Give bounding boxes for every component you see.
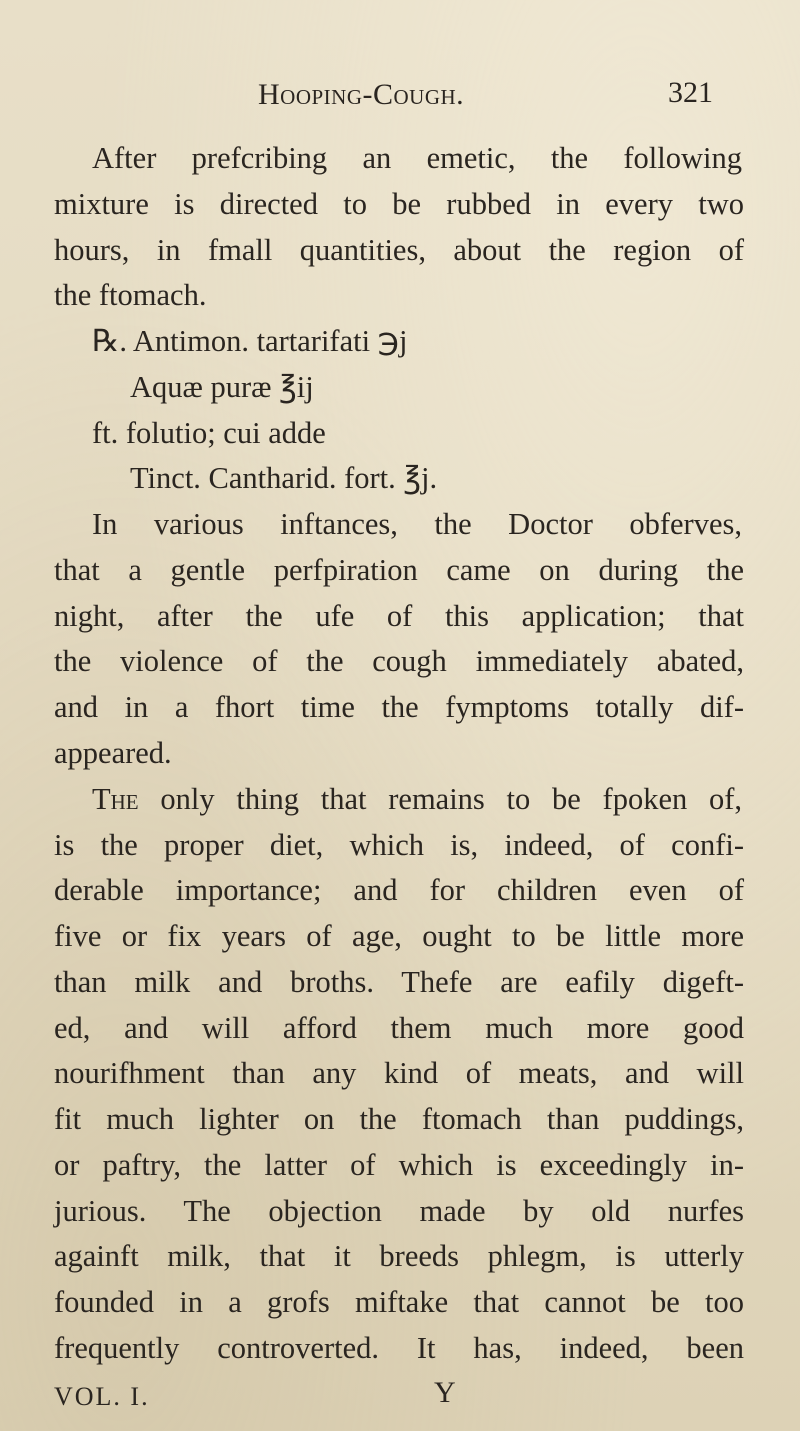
volume-mark: VOL. I. [54, 1382, 150, 1411]
text-line: jurious. The objection made by old nurfes [54, 1194, 744, 1228]
text-line: founded in a grofs miftake that cannot be too [54, 1285, 744, 1319]
text-line: appeared. [54, 736, 172, 770]
text-line: than milk and broths. Thefe are eafily digeft- [54, 965, 744, 999]
running-title: Hooping-Cough. [258, 78, 465, 111]
text-line: night, after the ufe of this application; that [54, 599, 744, 633]
prescription-line: ℞. Antimon. tartarifati ℈j [92, 324, 408, 358]
lead-word: The [92, 782, 139, 816]
text-line-rest: only thing that remains to be fpoken of, [160, 782, 742, 816]
text-line: or paftry, the latter of which is exceedingly in- [54, 1148, 744, 1182]
text-line: After prefcribing an emetic, the following [92, 141, 742, 175]
prescription-line: Aquæ puræ ℥ij [130, 370, 314, 404]
text-line: nourifhment than any kind of meats, and will [54, 1056, 744, 1090]
text-line: five or fix years of age, ought to be little more [54, 919, 744, 953]
text-line: againft milk, that it breeds phlegm, is utterly [54, 1239, 744, 1273]
text-line: that a gentle perfpiration came on during the [54, 553, 744, 587]
text-line: mixture is directed to be rubbed in every two [54, 187, 744, 221]
text-line: derable importance; and for children even of [54, 873, 744, 907]
text-line: ed, and will afford them much more good [54, 1011, 744, 1045]
text-line: In various inftances, the Doctor obferves, [92, 507, 742, 541]
prescription-line: ft. folutio; cui adde [92, 416, 326, 450]
text-line: hours, in fmall quantities, about the region of [54, 233, 744, 267]
text-line: and in a fhort time the fymptoms totally dif- [54, 690, 744, 724]
text-line: frequently controverted. It has, indeed, been [54, 1331, 744, 1365]
text-line-lead [92, 781, 742, 817]
text-line: is the proper diet, which is, indeed, of confi- [54, 828, 744, 862]
text-line: the ftomach. [54, 278, 207, 312]
page-number: 321 [668, 76, 713, 109]
prescription-line: Tinct. Cantharid. fort. ℥j. [130, 461, 438, 495]
text-line: fit much lighter on the ftomach than puddings, [54, 1102, 744, 1136]
signature-mark: Y [434, 1376, 456, 1409]
text-line: the violence of the cough immediately abated, [54, 644, 744, 678]
